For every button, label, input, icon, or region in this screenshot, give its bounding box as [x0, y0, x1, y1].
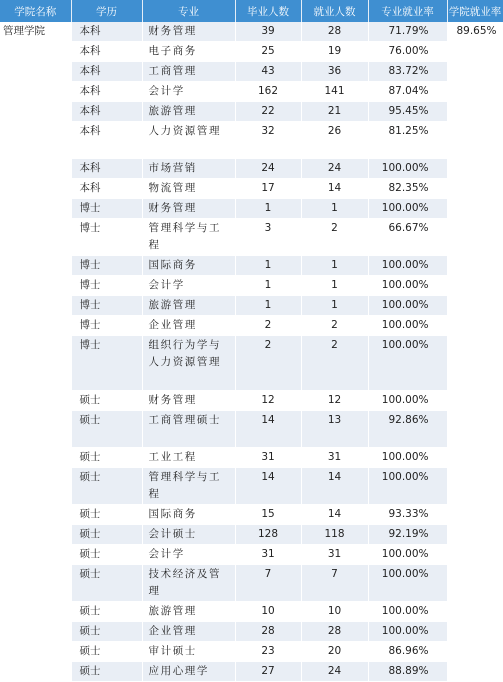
employed-cell: 14: [301, 179, 368, 199]
table-row: [0, 525, 503, 545]
major-cell: 市场营销: [142, 159, 235, 179]
employed-cell: 31: [301, 545, 368, 565]
major-cell: 旅游管理: [142, 102, 235, 122]
degree-cell: 本科: [71, 42, 142, 62]
table-row: [0, 505, 503, 525]
graduates-cell: 14: [235, 411, 301, 448]
degree-cell: 硕士: [71, 411, 142, 448]
major-cell: 会计硕士: [142, 525, 235, 545]
header-college-rate: 学院就业率: [447, 0, 503, 22]
major-cell: 企业管理: [142, 316, 235, 336]
employed-cell: 2: [301, 219, 368, 256]
degree-cell: 本科: [71, 179, 142, 199]
major-cell: 企业管理: [142, 622, 235, 642]
table-row: [0, 82, 503, 102]
major-cell: 组织行为学与人力资源管理: [142, 336, 235, 391]
major-cell: 财务管理: [142, 199, 235, 219]
degree-cell: 博士: [71, 336, 142, 391]
employed-cell: 141: [301, 82, 368, 102]
major-rate-cell: 100.00%: [368, 565, 447, 602]
table-row: [0, 296, 503, 316]
college-rate-cell: 89.65%: [447, 22, 503, 682]
table-row: [0, 336, 503, 391]
degree-cell: 本科: [71, 82, 142, 102]
major-rate-cell: 100.00%: [368, 602, 447, 622]
major-cell: 国际商务: [142, 505, 235, 525]
major-rate-cell: 95.45%: [368, 102, 447, 122]
degree-cell: 硕士: [71, 602, 142, 622]
graduates-cell: 1: [235, 296, 301, 316]
table-row: [0, 468, 503, 505]
header-major: 专业: [142, 0, 235, 22]
degree-cell: 本科: [71, 159, 142, 179]
graduates-cell: 10: [235, 602, 301, 622]
graduates-cell: 31: [235, 448, 301, 468]
major-cell: 财务管理: [142, 22, 235, 42]
employed-cell: 13: [301, 411, 368, 448]
employed-cell: 10: [301, 602, 368, 622]
major-cell: 旅游管理: [142, 296, 235, 316]
degree-cell: 硕士: [71, 545, 142, 565]
table-row: [0, 22, 503, 42]
major-cell: 人力资源管理: [142, 122, 235, 159]
major-rate-cell: 88.89%: [368, 662, 447, 682]
graduates-cell: 7: [235, 565, 301, 602]
table-header: [0, 0, 503, 22]
graduates-cell: 1: [235, 199, 301, 219]
employed-cell: 14: [301, 468, 368, 505]
graduates-cell: 12: [235, 391, 301, 411]
table-row: [0, 179, 503, 199]
major-cell: 物流管理: [142, 179, 235, 199]
employed-cell: 7: [301, 565, 368, 602]
major-rate-cell: 86.96%: [368, 642, 447, 662]
degree-cell: 硕士: [71, 622, 142, 642]
degree-cell: 硕士: [71, 642, 142, 662]
table-row: [0, 199, 503, 219]
graduates-cell: 128: [235, 525, 301, 545]
graduates-cell: 2: [235, 316, 301, 336]
major-rate-cell: 100.00%: [368, 296, 447, 316]
major-rate-cell: 100.00%: [368, 622, 447, 642]
table-row: [0, 565, 503, 602]
graduates-cell: 2: [235, 336, 301, 391]
employed-cell: 28: [301, 622, 368, 642]
graduates-cell: 23: [235, 642, 301, 662]
major-rate-cell: 83.72%: [368, 62, 447, 82]
graduates-cell: 1: [235, 256, 301, 276]
table-row: [0, 622, 503, 642]
employed-cell: 26: [301, 122, 368, 159]
table-row: [0, 102, 503, 122]
major-cell: 工商管理硕士: [142, 411, 235, 448]
header-major-rate: 专业就业率: [368, 0, 447, 22]
graduates-cell: 17: [235, 179, 301, 199]
employed-cell: 24: [301, 159, 368, 179]
major-cell: 财务管理: [142, 391, 235, 411]
degree-cell: 硕士: [71, 468, 142, 505]
employed-cell: 1: [301, 199, 368, 219]
table-row: [0, 42, 503, 62]
graduates-cell: 1: [235, 276, 301, 296]
graduates-cell: 3: [235, 219, 301, 256]
employed-cell: 14: [301, 505, 368, 525]
major-rate-cell: 100.00%: [368, 448, 447, 468]
degree-cell: 本科: [71, 62, 142, 82]
employed-cell: 1: [301, 256, 368, 276]
major-cell: 电子商务: [142, 42, 235, 62]
table-row: [0, 122, 503, 159]
table-row: [0, 411, 503, 448]
major-rate-cell: 100.00%: [368, 276, 447, 296]
major-rate-cell: 66.67%: [368, 219, 447, 256]
header-employed: 就业人数: [301, 0, 368, 22]
major-rate-cell: 87.04%: [368, 82, 447, 102]
major-cell: 管理科学与工程: [142, 219, 235, 256]
employed-cell: 2: [301, 316, 368, 336]
degree-cell: 硕士: [71, 662, 142, 682]
major-rate-cell: 100.00%: [368, 199, 447, 219]
table-row: [0, 256, 503, 276]
table-row: [0, 62, 503, 82]
major-rate-cell: 92.86%: [368, 411, 447, 448]
major-rate-cell: 92.19%: [368, 525, 447, 545]
employed-cell: 19: [301, 42, 368, 62]
degree-cell: 博士: [71, 256, 142, 276]
employed-cell: 1: [301, 296, 368, 316]
table-row: [0, 391, 503, 411]
graduates-cell: 162: [235, 82, 301, 102]
employed-cell: 28: [301, 22, 368, 42]
employed-cell: 2: [301, 336, 368, 391]
graduates-cell: 31: [235, 545, 301, 565]
major-rate-cell: 71.79%: [368, 22, 447, 42]
degree-cell: 硕士: [71, 525, 142, 545]
table-row: [0, 276, 503, 296]
major-rate-cell: 100.00%: [368, 256, 447, 276]
graduates-cell: 25: [235, 42, 301, 62]
major-cell: 会计学: [142, 276, 235, 296]
employed-cell: 31: [301, 448, 368, 468]
degree-cell: 博士: [71, 276, 142, 296]
major-cell: 会计学: [142, 545, 235, 565]
degree-cell: 本科: [71, 102, 142, 122]
degree-cell: 本科: [71, 22, 142, 42]
graduates-cell: 14: [235, 468, 301, 505]
graduates-cell: 43: [235, 62, 301, 82]
employed-cell: 24: [301, 662, 368, 682]
graduates-cell: 24: [235, 159, 301, 179]
major-rate-cell: 100.00%: [368, 545, 447, 565]
graduates-cell: 39: [235, 22, 301, 42]
graduates-cell: 32: [235, 122, 301, 159]
major-cell: 工商管理: [142, 62, 235, 82]
employed-cell: 21: [301, 102, 368, 122]
degree-cell: 博士: [71, 199, 142, 219]
employed-cell: 20: [301, 642, 368, 662]
major-rate-cell: 100.00%: [368, 391, 447, 411]
table-row: [0, 219, 503, 256]
major-cell: 管理科学与工程: [142, 468, 235, 505]
major-rate-cell: 100.00%: [368, 468, 447, 505]
graduates-cell: 28: [235, 622, 301, 642]
header-college: 学院名称: [0, 0, 71, 22]
major-rate-cell: 82.35%: [368, 179, 447, 199]
major-rate-cell: 100.00%: [368, 316, 447, 336]
table-row: [0, 602, 503, 622]
degree-cell: 硕士: [71, 565, 142, 602]
table-body: [0, 22, 503, 682]
degree-cell: 博士: [71, 296, 142, 316]
table-row: [0, 662, 503, 682]
major-cell: 工业工程: [142, 448, 235, 468]
degree-cell: 本科: [71, 122, 142, 159]
graduates-cell: 22: [235, 102, 301, 122]
table-row: [0, 159, 503, 179]
major-cell: 国际商务: [142, 256, 235, 276]
major-cell: 旅游管理: [142, 602, 235, 622]
degree-cell: 博士: [71, 316, 142, 336]
header-graduates: 毕业人数: [235, 0, 301, 22]
graduates-cell: 15: [235, 505, 301, 525]
employed-cell: 12: [301, 391, 368, 411]
major-rate-cell: 100.00%: [368, 336, 447, 391]
employed-cell: 118: [301, 525, 368, 545]
degree-cell: 硕士: [71, 391, 142, 411]
graduates-cell: 27: [235, 662, 301, 682]
degree-cell: 博士: [71, 219, 142, 256]
table-row: [0, 316, 503, 336]
table-row: [0, 448, 503, 468]
header-degree: 学历: [71, 0, 142, 22]
major-cell: 会计学: [142, 82, 235, 102]
degree-cell: 硕士: [71, 505, 142, 525]
major-cell: 技术经济及管理: [142, 565, 235, 602]
table-row: [0, 642, 503, 662]
major-rate-cell: 93.33%: [368, 505, 447, 525]
degree-cell: 硕士: [71, 448, 142, 468]
employed-cell: 36: [301, 62, 368, 82]
major-rate-cell: 100.00%: [368, 159, 447, 179]
employed-cell: 1: [301, 276, 368, 296]
major-cell: 应用心理学: [142, 662, 235, 682]
college-name-cell: 管理学院: [0, 22, 71, 682]
major-rate-cell: 81.25%: [368, 122, 447, 159]
table-row: [0, 545, 503, 565]
major-rate-cell: 76.00%: [368, 42, 447, 62]
major-cell: 审计硕士: [142, 642, 235, 662]
